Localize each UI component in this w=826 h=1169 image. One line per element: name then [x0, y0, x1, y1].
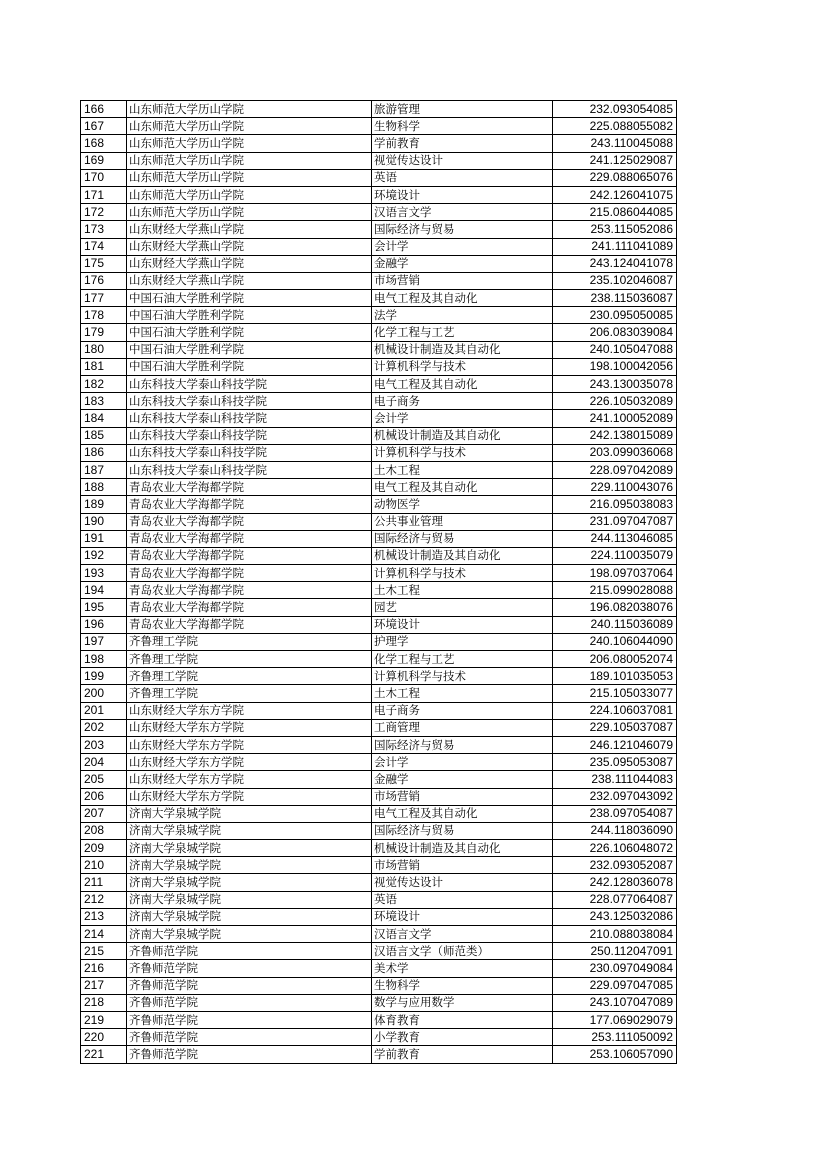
score-cell: 228.077064087: [553, 891, 677, 908]
row-number-cell: 190: [81, 513, 127, 530]
table-row: [81, 410, 677, 427]
row-number-cell: 175: [81, 255, 127, 272]
major-name-cell: 电气工程及其自动化: [372, 290, 553, 307]
major-name-cell: 土木工程: [372, 461, 553, 478]
major-name-cell: 计算机科学与技术: [372, 565, 553, 582]
score-cell: 224.110035079: [553, 547, 677, 564]
table-row: [81, 977, 677, 994]
table-row: [81, 221, 677, 238]
school-name-cell: 山东师范大学历山学院: [127, 204, 372, 221]
table-row: [81, 118, 677, 135]
major-name-cell: 环境设计: [372, 908, 553, 925]
table-row: [81, 101, 677, 118]
table-row: [81, 599, 677, 616]
row-number-cell: 181: [81, 358, 127, 375]
table-row: [81, 393, 677, 410]
table-row: [81, 444, 677, 461]
school-name-cell: 山东财经大学东方学院: [127, 788, 372, 805]
school-name-cell: 齐鲁师范学院: [127, 977, 372, 994]
major-name-cell: 汉语言文学: [372, 926, 553, 943]
table-row: [81, 736, 677, 753]
table-row: [81, 358, 677, 375]
row-number-cell: 170: [81, 169, 127, 186]
school-name-cell: 山东财经大学东方学院: [127, 736, 372, 753]
table-row: [81, 530, 677, 547]
table-row: [81, 152, 677, 169]
school-name-cell: 齐鲁理工学院: [127, 685, 372, 702]
major-name-cell: 机械设计制造及其自动化: [372, 840, 553, 857]
major-name-cell: 国际经济与贸易: [372, 736, 553, 753]
row-number-cell: 212: [81, 891, 127, 908]
school-name-cell: 山东师范大学历山学院: [127, 135, 372, 152]
table-row: [81, 186, 677, 203]
major-name-cell: 汉语言文学: [372, 204, 553, 221]
row-number-cell: 192: [81, 547, 127, 564]
score-cell: 224.106037081: [553, 702, 677, 719]
major-name-cell: 化学工程与工艺: [372, 651, 553, 668]
row-number-cell: 167: [81, 118, 127, 135]
score-cell: 229.097047085: [553, 977, 677, 994]
school-name-cell: 青岛农业大学海都学院: [127, 616, 372, 633]
school-name-cell: 齐鲁理工学院: [127, 633, 372, 650]
school-name-cell: 山东师范大学历山学院: [127, 118, 372, 135]
major-name-cell: 视觉传达设计: [372, 152, 553, 169]
school-name-cell: 山东科技大学泰山科技学院: [127, 427, 372, 444]
row-number-cell: 183: [81, 393, 127, 410]
major-name-cell: 环境设计: [372, 616, 553, 633]
major-name-cell: 生物科学: [372, 118, 553, 135]
school-name-cell: 青岛农业大学海都学院: [127, 530, 372, 547]
row-number-cell: 210: [81, 857, 127, 874]
score-cell: 244.113046085: [553, 530, 677, 547]
score-cell: 238.111044083: [553, 771, 677, 788]
major-name-cell: 金融学: [372, 255, 553, 272]
score-cell: 244.118036090: [553, 822, 677, 839]
score-cell: 241.111041089: [553, 238, 677, 255]
table-row: [81, 307, 677, 324]
table-row: [81, 822, 677, 839]
school-name-cell: 齐鲁师范学院: [127, 943, 372, 960]
table-row: [81, 685, 677, 702]
row-number-cell: 198: [81, 651, 127, 668]
school-name-cell: 山东师范大学历山学院: [127, 152, 372, 169]
score-cell: 240.105047088: [553, 341, 677, 358]
major-name-cell: 数学与应用数学: [372, 994, 553, 1011]
school-name-cell: 济南大学泉城学院: [127, 926, 372, 943]
row-number-cell: 206: [81, 788, 127, 805]
score-cell: 240.115036089: [553, 616, 677, 633]
score-cell: 203.099036068: [553, 444, 677, 461]
row-number-cell: 218: [81, 994, 127, 1011]
row-number-cell: 185: [81, 427, 127, 444]
major-name-cell: 市场营销: [372, 857, 553, 874]
major-name-cell: 国际经济与贸易: [372, 221, 553, 238]
row-number-cell: 177: [81, 290, 127, 307]
score-cell: 210.088038084: [553, 926, 677, 943]
school-name-cell: 中国石油大学胜利学院: [127, 290, 372, 307]
school-name-cell: 山东师范大学历山学院: [127, 101, 372, 118]
row-number-cell: 209: [81, 840, 127, 857]
school-name-cell: 青岛农业大学海都学院: [127, 565, 372, 582]
score-cell: 246.121046079: [553, 736, 677, 753]
score-cell: 216.095038083: [553, 496, 677, 513]
row-number-cell: 221: [81, 1046, 127, 1063]
row-number-cell: 173: [81, 221, 127, 238]
school-name-cell: 山东科技大学泰山科技学院: [127, 393, 372, 410]
school-name-cell: 山东师范大学历山学院: [127, 186, 372, 203]
table-row: [81, 565, 677, 582]
major-name-cell: 电子商务: [372, 393, 553, 410]
table-row: [81, 169, 677, 186]
major-name-cell: 计算机科学与技术: [372, 444, 553, 461]
row-number-cell: 197: [81, 633, 127, 650]
score-cell: 243.110045088: [553, 135, 677, 152]
school-name-cell: 济南大学泉城学院: [127, 840, 372, 857]
score-cell: 177.069029079: [553, 1011, 677, 1028]
major-name-cell: 化学工程与工艺: [372, 324, 553, 341]
major-name-cell: 公共事业管理: [372, 513, 553, 530]
table-row: [81, 840, 677, 857]
table-row: [81, 994, 677, 1011]
major-name-cell: 国际经济与贸易: [372, 530, 553, 547]
school-name-cell: 中国石油大学胜利学院: [127, 324, 372, 341]
row-number-cell: 184: [81, 410, 127, 427]
table-row: [81, 1011, 677, 1028]
row-number-cell: 215: [81, 943, 127, 960]
school-name-cell: 山东财经大学燕山学院: [127, 238, 372, 255]
major-name-cell: 视觉传达设计: [372, 874, 553, 891]
major-name-cell: 体育教育: [372, 1011, 553, 1028]
major-name-cell: 金融学: [372, 771, 553, 788]
major-name-cell: 电气工程及其自动化: [372, 376, 553, 393]
school-name-cell: 齐鲁理工学院: [127, 651, 372, 668]
table-row: [81, 788, 677, 805]
school-name-cell: 济南大学泉城学院: [127, 857, 372, 874]
major-name-cell: 法学: [372, 307, 553, 324]
table-row: [81, 960, 677, 977]
major-name-cell: 电气工程及其自动化: [372, 479, 553, 496]
major-name-cell: 工商管理: [372, 719, 553, 736]
score-cell: 232.093052087: [553, 857, 677, 874]
row-number-cell: 199: [81, 668, 127, 685]
row-number-cell: 182: [81, 376, 127, 393]
row-number-cell: 203: [81, 736, 127, 753]
table-row: [81, 754, 677, 771]
score-cell: 229.088065076: [553, 169, 677, 186]
row-number-cell: 220: [81, 1029, 127, 1046]
major-name-cell: 环境设计: [372, 186, 553, 203]
row-number-cell: 205: [81, 771, 127, 788]
row-number-cell: 174: [81, 238, 127, 255]
row-number-cell: 166: [81, 101, 127, 118]
school-name-cell: 山东财经大学东方学院: [127, 702, 372, 719]
table-row: [81, 651, 677, 668]
major-name-cell: 会计学: [372, 410, 553, 427]
score-cell: 229.110043076: [553, 479, 677, 496]
table-row: [81, 272, 677, 289]
table-row: [81, 874, 677, 891]
major-name-cell: 学前教育: [372, 135, 553, 152]
school-name-cell: 山东财经大学燕山学院: [127, 221, 372, 238]
table-row: [81, 376, 677, 393]
table-row: [81, 341, 677, 358]
table-row: [81, 238, 677, 255]
school-name-cell: 齐鲁师范学院: [127, 1046, 372, 1063]
school-name-cell: 山东财经大学东方学院: [127, 771, 372, 788]
school-name-cell: 山东财经大学燕山学院: [127, 272, 372, 289]
score-cell: 230.095050085: [553, 307, 677, 324]
row-number-cell: 196: [81, 616, 127, 633]
score-cell: 225.088055082: [553, 118, 677, 135]
major-name-cell: 计算机科学与技术: [372, 358, 553, 375]
major-name-cell: 市场营销: [372, 272, 553, 289]
score-cell: 232.093054085: [553, 101, 677, 118]
school-name-cell: 青岛农业大学海都学院: [127, 547, 372, 564]
school-name-cell: 山东财经大学燕山学院: [127, 255, 372, 272]
score-cell: 250.112047091: [553, 943, 677, 960]
row-number-cell: 200: [81, 685, 127, 702]
score-cell: 189.101035053: [553, 668, 677, 685]
school-name-cell: 中国石油大学胜利学院: [127, 307, 372, 324]
school-name-cell: 济南大学泉城学院: [127, 874, 372, 891]
score-cell: 229.105037087: [553, 719, 677, 736]
school-name-cell: 青岛农业大学海都学院: [127, 599, 372, 616]
score-cell: 226.105032089: [553, 393, 677, 410]
school-name-cell: 青岛农业大学海都学院: [127, 513, 372, 530]
school-name-cell: 济南大学泉城学院: [127, 908, 372, 925]
row-number-cell: 188: [81, 479, 127, 496]
major-name-cell: 护理学: [372, 633, 553, 650]
table-row: [81, 461, 677, 478]
table-body: [81, 101, 677, 1064]
admission-score-table: [80, 100, 677, 1064]
table-row: [81, 702, 677, 719]
row-number-cell: 214: [81, 926, 127, 943]
table-row: [81, 1029, 677, 1046]
major-name-cell: 会计学: [372, 238, 553, 255]
score-cell: 228.097042089: [553, 461, 677, 478]
major-name-cell: 美术学: [372, 960, 553, 977]
table-row: [81, 926, 677, 943]
score-cell: 242.128036078: [553, 874, 677, 891]
row-number-cell: 217: [81, 977, 127, 994]
score-cell: 235.102046087: [553, 272, 677, 289]
score-cell: 253.106057090: [553, 1046, 677, 1063]
row-number-cell: 193: [81, 565, 127, 582]
row-number-cell: 195: [81, 599, 127, 616]
table-row: [81, 668, 677, 685]
major-name-cell: 机械设计制造及其自动化: [372, 341, 553, 358]
row-number-cell: 179: [81, 324, 127, 341]
row-number-cell: 219: [81, 1011, 127, 1028]
row-number-cell: 189: [81, 496, 127, 513]
school-name-cell: 山东科技大学泰山科技学院: [127, 444, 372, 461]
table-row: [81, 719, 677, 736]
table-row: [81, 547, 677, 564]
row-number-cell: 168: [81, 135, 127, 152]
row-number-cell: 211: [81, 874, 127, 891]
major-name-cell: 园艺: [372, 599, 553, 616]
table-row: [81, 324, 677, 341]
row-number-cell: 187: [81, 461, 127, 478]
row-number-cell: 186: [81, 444, 127, 461]
school-name-cell: 山东师范大学历山学院: [127, 169, 372, 186]
score-cell: 243.107047089: [553, 994, 677, 1011]
table-row: [81, 290, 677, 307]
major-name-cell: 会计学: [372, 754, 553, 771]
major-name-cell: 土木工程: [372, 685, 553, 702]
table-row: [81, 496, 677, 513]
score-cell: 196.082038076: [553, 599, 677, 616]
table-row: [81, 204, 677, 221]
major-name-cell: 学前教育: [372, 1046, 553, 1063]
table-row: [81, 771, 677, 788]
table-row: [81, 633, 677, 650]
row-number-cell: 194: [81, 582, 127, 599]
score-cell: 206.083039084: [553, 324, 677, 341]
school-name-cell: 山东财经大学东方学院: [127, 719, 372, 736]
row-number-cell: 204: [81, 754, 127, 771]
table-row: [81, 582, 677, 599]
major-name-cell: 旅游管理: [372, 101, 553, 118]
major-name-cell: 动物医学: [372, 496, 553, 513]
row-number-cell: 213: [81, 908, 127, 925]
row-number-cell: 172: [81, 204, 127, 221]
score-cell: 241.125029087: [553, 152, 677, 169]
school-name-cell: 济南大学泉城学院: [127, 822, 372, 839]
score-cell: 215.105033077: [553, 685, 677, 702]
major-name-cell: 电子商务: [372, 702, 553, 719]
school-name-cell: 中国石油大学胜利学院: [127, 358, 372, 375]
score-cell: 235.095053087: [553, 754, 677, 771]
row-number-cell: 208: [81, 822, 127, 839]
score-cell: 231.097047087: [553, 513, 677, 530]
score-cell: 215.099028088: [553, 582, 677, 599]
table-row: [81, 616, 677, 633]
major-name-cell: 生物科学: [372, 977, 553, 994]
score-cell: 238.097054087: [553, 805, 677, 822]
score-cell: 238.115036087: [553, 290, 677, 307]
table-row: [81, 1046, 677, 1063]
table-row: [81, 513, 677, 530]
score-cell: 241.100052089: [553, 410, 677, 427]
major-name-cell: 英语: [372, 891, 553, 908]
school-name-cell: 青岛农业大学海都学院: [127, 582, 372, 599]
row-number-cell: 169: [81, 152, 127, 169]
score-cell: 242.126041075: [553, 186, 677, 203]
score-cell: 240.106044090: [553, 633, 677, 650]
score-cell: 226.106048072: [553, 840, 677, 857]
row-number-cell: 202: [81, 719, 127, 736]
table-row: [81, 427, 677, 444]
table-row: [81, 891, 677, 908]
table-row: [81, 805, 677, 822]
score-cell: 232.097043092: [553, 788, 677, 805]
score-cell: 243.125032086: [553, 908, 677, 925]
major-name-cell: 机械设计制造及其自动化: [372, 427, 553, 444]
row-number-cell: 207: [81, 805, 127, 822]
row-number-cell: 171: [81, 186, 127, 203]
score-cell: 242.138015089: [553, 427, 677, 444]
school-name-cell: 中国石油大学胜利学院: [127, 341, 372, 358]
school-name-cell: 山东科技大学泰山科技学院: [127, 461, 372, 478]
major-name-cell: 英语: [372, 169, 553, 186]
score-cell: 198.097037064: [553, 565, 677, 582]
row-number-cell: 178: [81, 307, 127, 324]
score-cell: 253.111050092: [553, 1029, 677, 1046]
table-row: [81, 135, 677, 152]
row-number-cell: 216: [81, 960, 127, 977]
school-name-cell: 齐鲁理工学院: [127, 668, 372, 685]
major-name-cell: 计算机科学与技术: [372, 668, 553, 685]
major-name-cell: 电气工程及其自动化: [372, 805, 553, 822]
table-row: [81, 943, 677, 960]
table-row: [81, 255, 677, 272]
school-name-cell: 齐鲁师范学院: [127, 1029, 372, 1046]
row-number-cell: 176: [81, 272, 127, 289]
major-name-cell: 小学教育: [372, 1029, 553, 1046]
score-cell: 215.086044085: [553, 204, 677, 221]
major-name-cell: 土木工程: [372, 582, 553, 599]
table-row: [81, 908, 677, 925]
row-number-cell: 191: [81, 530, 127, 547]
school-name-cell: 齐鲁师范学院: [127, 1011, 372, 1028]
school-name-cell: 齐鲁师范学院: [127, 994, 372, 1011]
score-cell: 230.097049084: [553, 960, 677, 977]
school-name-cell: 山东科技大学泰山科技学院: [127, 410, 372, 427]
score-cell: 243.130035078: [553, 376, 677, 393]
score-cell: 198.100042056: [553, 358, 677, 375]
school-name-cell: 济南大学泉城学院: [127, 805, 372, 822]
school-name-cell: 山东科技大学泰山科技学院: [127, 376, 372, 393]
row-number-cell: 180: [81, 341, 127, 358]
school-name-cell: 齐鲁师范学院: [127, 960, 372, 977]
row-number-cell: 201: [81, 702, 127, 719]
major-name-cell: 市场营销: [372, 788, 553, 805]
table-row: [81, 479, 677, 496]
major-name-cell: 国际经济与贸易: [372, 822, 553, 839]
school-name-cell: 山东财经大学东方学院: [127, 754, 372, 771]
school-name-cell: 青岛农业大学海都学院: [127, 496, 372, 513]
score-cell: 253.115052086: [553, 221, 677, 238]
school-name-cell: 青岛农业大学海都学院: [127, 479, 372, 496]
score-cell: 243.124041078: [553, 255, 677, 272]
major-name-cell: 汉语言文学（师范类）: [372, 943, 553, 960]
score-cell: 206.080052074: [553, 651, 677, 668]
major-name-cell: 机械设计制造及其自动化: [372, 547, 553, 564]
school-name-cell: 济南大学泉城学院: [127, 891, 372, 908]
table-row: [81, 857, 677, 874]
